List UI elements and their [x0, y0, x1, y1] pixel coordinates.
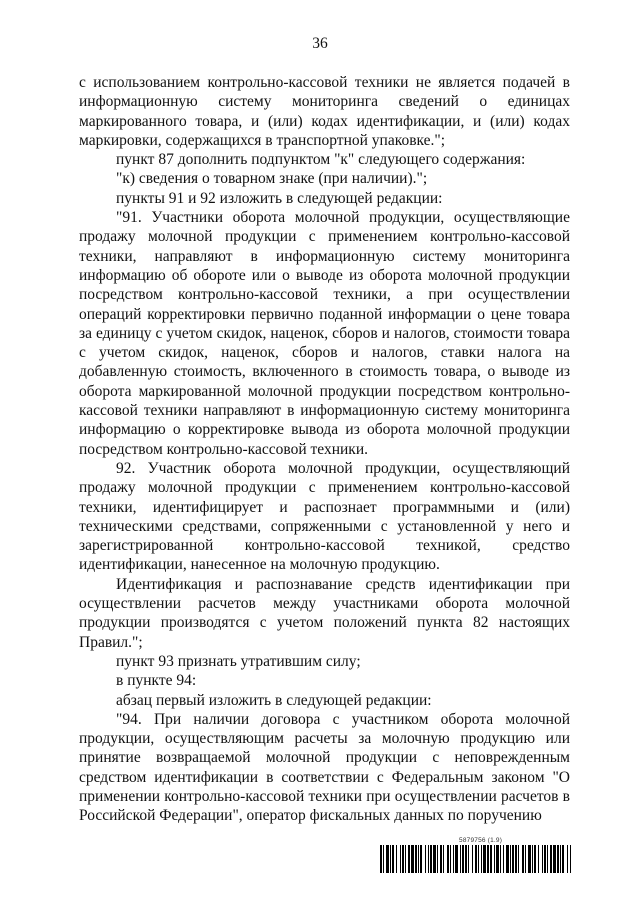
barcode-bar: [455, 845, 458, 873]
barcode-bar: [515, 845, 517, 873]
barcode-bar: [400, 845, 401, 873]
barcode-bar: [487, 845, 489, 873]
barcode-bar: [506, 845, 509, 873]
barcode-bar: [500, 845, 501, 873]
paragraph: 92. Участник оборота молочной продукции, осуществляющий продажу молочной продукции с применением контрольно-кассовой техники, идентифицирует и распознает программными и (или) техническими средствами, сопряженными с установленной у него и зарегистрированной контрольно-кассовой техникой, средство идентификации, нанесенное на молочную продукцию.: [79, 459, 570, 574]
barcode-bar: [390, 845, 391, 873]
barcode-bar: [553, 845, 556, 873]
barcode-bar: [408, 845, 410, 873]
paragraph: абзац первый изложить в следующей редакции:: [116, 691, 432, 709]
barcode-bar: [567, 845, 568, 873]
paragraph: "к) сведения о товарном знаке (при наличии).";: [116, 170, 428, 188]
paragraph: пункты 91 и 92 изложить в следующей редакции:: [116, 189, 443, 207]
barcode-bar: [415, 845, 417, 873]
barcode-bar: [437, 845, 438, 873]
barcode-bar: [447, 845, 449, 873]
paragraph: пункт 87 дополнить подпунктом "к" следующего содержания:: [116, 151, 526, 169]
page-number: 36: [312, 35, 328, 52]
barcode-bar: [465, 845, 467, 873]
barcode-bar: [550, 845, 552, 873]
barcode-bar: [418, 845, 419, 873]
barcode-bar: [510, 845, 511, 873]
barcode-bar: [570, 845, 571, 873]
barcode-bar: [557, 845, 559, 873]
barcode-bar: [462, 845, 464, 873]
barcode-graphic: [380, 845, 571, 873]
barcode-caption: 5879756 (1.9): [459, 837, 503, 844]
barcode-bar: [481, 845, 482, 873]
barcode-bar: [468, 845, 469, 873]
barcode-bar: [425, 845, 426, 873]
barcode-bar: [512, 845, 514, 873]
barcode-bar: [518, 845, 519, 873]
barcode-bar: [522, 845, 524, 873]
barcode-bar: [483, 845, 486, 873]
barcode-bar: [534, 845, 536, 873]
document-body: [79, 73, 570, 826]
barcode-bar: [420, 845, 422, 873]
barcode-bar: [450, 845, 451, 873]
barcode-bar: [433, 845, 436, 873]
barcode-bar: [475, 845, 477, 873]
paragraph: Идентификация и распознавание средств идентификации при осуществлении расчетов между участниками оборота молочной продукции производятся с учетом положений пункта 82 настоящих Правил.";: [79, 575, 570, 651]
barcode-bar: [528, 845, 531, 873]
barcode-bar: [478, 845, 479, 873]
barcode-bar: [405, 845, 406, 873]
barcode-bar: [453, 845, 454, 873]
barcode-bar: [428, 845, 429, 873]
barcode-bar: [538, 845, 539, 873]
barcode-bar: [496, 845, 499, 873]
barcode-bar: [440, 845, 442, 873]
barcode-bar: [396, 845, 397, 873]
barcode-bar: [392, 845, 394, 873]
paragraph: "94. При наличии договора с участником оборота молочной продукции, осуществляющим расчеты за молочную продукцию или принятие возвращаемой молочной продукции с неповрежденным средством идентификации в соответствии с Федеральным законом "О применении контрольно-кассовой техники при осуществлении расчетов в Российской Федерации", оператор фискальных данных по поручению: [79, 710, 570, 825]
barcode-bar: [430, 845, 432, 873]
barcode-bar: [443, 845, 444, 873]
paragraph: пункт 93 признать утратившим силу;: [116, 652, 361, 670]
paragraph: "91. Участники оборота молочной продукции, осуществляющие продажу молочной продукции с применением контрольно-кассовой техники, направляют в информационную систему мониторинга информацию об обороте или о выводе из оборота молочной продукции посредством контрольно-кассовой техники, а при осуществлении операций корректировки первично поданной информации о цене товара за единицу с учетом скидок, наценок, сборов и налогов, стоимости товара с учетом скидок, наценок, сборов и налогов, ставки налога на добавленную стоимость, включенного в стоимость товара, о выводе из оборота маркированной молочной продукции посредством контрольно-кассовой техники направляют в информационную систему мониторинга информацию о корректировке вывода из оборота молочной продукции посредством контрольно-кассовой техники.: [79, 209, 570, 458]
barcode-bar: [490, 845, 492, 873]
barcode-bar: [472, 845, 473, 873]
barcode-bar: [525, 845, 526, 873]
barcode-bar: [386, 845, 389, 873]
barcode-bar: [542, 845, 543, 873]
barcode-bar: [547, 845, 548, 873]
barcode-bar: [380, 845, 382, 873]
barcode-bar: [560, 845, 561, 873]
barcode-bar: [402, 845, 404, 873]
barcode-bar: [503, 845, 504, 873]
barcode-bar: [494, 845, 495, 873]
paragraph: в пункте 94:: [116, 672, 197, 690]
barcode-bar: [383, 845, 384, 873]
barcode-bar: [532, 845, 533, 873]
barcode-bar: [460, 845, 461, 873]
barcode-bar: [411, 845, 414, 873]
barcode-bar: [562, 845, 564, 873]
barcode-image: [380, 845, 571, 873]
paragraph: с использованием контрольно-кассовой техники не является подачей в информационную систему мониторинга сведений о единицах маркированного товара, и (или) кодах идентификации, и (или) кодах маркировки, содержащихся в транспортной упаковке.";: [79, 74, 570, 149]
barcode-bar: [544, 845, 546, 873]
